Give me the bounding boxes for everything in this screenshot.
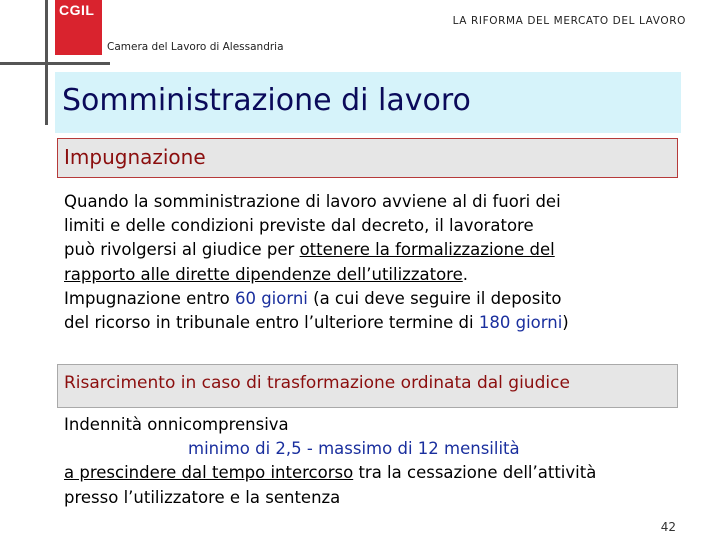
- section1-heading: Impugnazione: [64, 145, 206, 169]
- header-title: LA RIFORMA DEL MERCATO DEL LAVORO: [452, 15, 686, 27]
- para1-line3-underlined: ottenere la formalizzazione del: [299, 240, 555, 260]
- paragraph-1: [64, 190, 694, 335]
- header-subtitle: Camera del Lavoro di Alessandria: [107, 41, 284, 53]
- para1-line3-a: può rivolgersi al giudice per: [64, 240, 300, 260]
- para1-line5-a: Impugnazione entro: [64, 288, 235, 308]
- para1-line5-c: (a cui deve seguire il deposito: [307, 288, 562, 308]
- para2-line4: presso l’utilizzatore e la sentenza: [64, 487, 341, 507]
- para2-line1: Indennità onnicomprensiva: [64, 415, 289, 434]
- deadline-60-days: 60 giorni: [234, 288, 308, 308]
- section2-heading: Risarcimento in caso di trasformazione ordinata dal giudice: [64, 373, 570, 393]
- slide-title: Somministrazione di lavoro: [62, 83, 471, 118]
- para2-line3-underlined: a prescindere dal tempo intercorso: [64, 463, 354, 483]
- horizontal-rule: [0, 62, 110, 65]
- para2-line3-rest: tra la cessazione dell’attività: [353, 463, 597, 483]
- para1-line6-a: del ricorso in tribunale entro l’ulteriore termine di: [64, 313, 479, 333]
- para1-line6: [64, 311, 694, 335]
- para2-line3: [64, 461, 596, 485]
- para1-line4-end: .: [462, 264, 468, 284]
- page-number: 42: [660, 520, 676, 534]
- para1-line4: [64, 263, 694, 287]
- para1-line1: Quando la somministrazione di lavoro avviene al di fuori dei: [64, 192, 561, 211]
- para1-line3: [64, 238, 694, 262]
- paragraph-2: [64, 413, 596, 510]
- para2-line2: minimo di 2,5 - massimo di 12 mensilità: [188, 439, 520, 459]
- deadline-180-days: 180 giorni: [478, 313, 563, 333]
- para1-line4-underlined: rapporto alle dirette dipendenze dell’utilizzatore: [64, 264, 463, 284]
- para1-line5: [64, 287, 694, 311]
- logo-text: CGIL: [59, 2, 95, 18]
- para1-line2: limiti e delle condizioni previste dal decreto, il lavoratore: [64, 216, 534, 236]
- para1-line6-c: ): [562, 313, 569, 333]
